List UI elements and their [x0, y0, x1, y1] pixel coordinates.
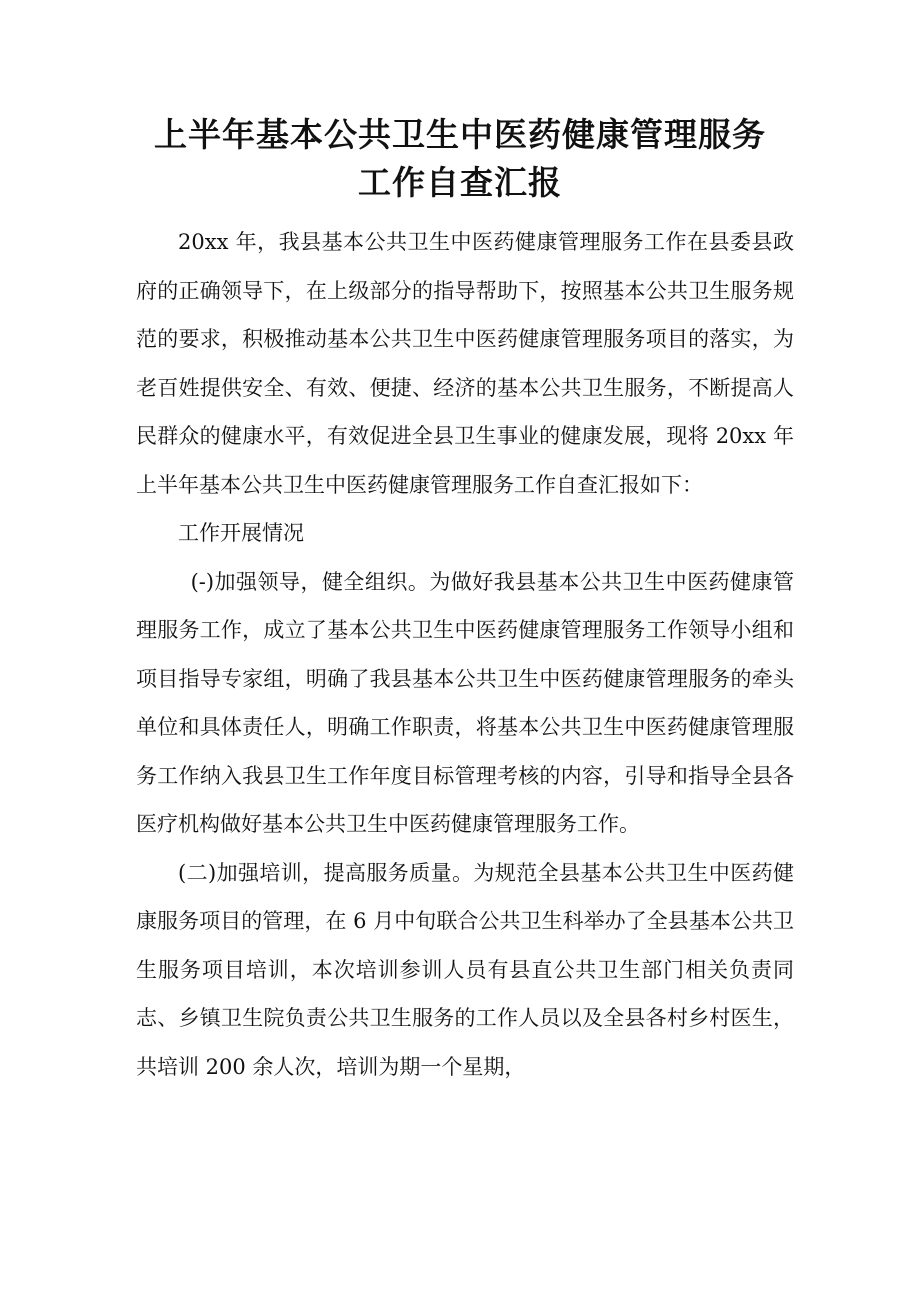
document-title-line-2: 工作自查汇报 [358, 163, 562, 202]
document-title-line-1: 上半年基本公共卫生中医药健康管理服务 [154, 115, 766, 154]
section-heading: 工作开展情况 [178, 521, 304, 545]
section-paragraph-2: (二)加强培训，提高服务质量。为规范全县基本公共卫生中医药健康服务项目的管理，在 6 月中旬联合公共卫生科举办了全县基本公共卫生服务项目培训，本次培训参训人员有县直公共卫生部门相关负责同志、乡镇卫生院负责公共卫生服务的工作人员以及全县各村乡村医生，共培训 200 余人次，培训为期一个星期， [136, 860, 794, 1079]
intro-paragraph: 20xx 年，我县基本公共卫生中医药健康管理服务工作在县委县政府的正确领导下，在上级部分的指导帮助下，按照基本公共卫生服务规范的要求，积极推动基本公共卫生中医药健康管理服务项目的落实，为老百姓提供安全、有效、便捷、经济的基本公共卫生服务，不断提高人民群众的健康水平，有效促进全县卫生事业的健康发展，现将 20xx 年上半年基本公共卫生中医药健康管理服务工作自查汇报如下： [136, 230, 794, 497]
document-body [136, 218, 794, 1091]
section-paragraph-1: (-)加强领导，健全组织。为做好我县基本公共卫生中医药健康管理服务工作，成立了基本公共卫生中医药健康管理服务工作领导小组和项目指导专家组，明确了我县基本公共卫生中医药健康管理服务的牵头单位和具体责任人，明确工作职责，将基本公共卫生中医药健康管理服务工作纳入我县卫生工作年度目标管理考核的内容，引导和指导全县各医疗机构做好基本公共卫生中医药健康管理服务工作。 [136, 569, 794, 836]
